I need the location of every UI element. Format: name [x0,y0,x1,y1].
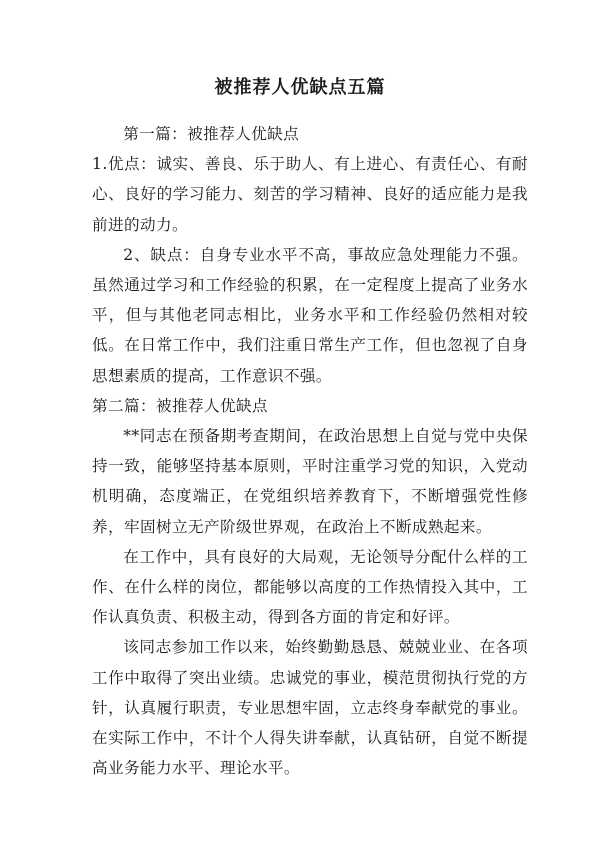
paragraph-performance: 该同志参加工作以来，始终勤勤恳恳、兢兢业业、在各项工作中取得了突出业绩。忠诚党的事业，模范贯彻执行党的方针，认真履行职责，专业思想牢固，立志终身奉献党的事业。在实际工作中，不计个人得失讲奉献，认真钻研，自觉不断提高业务能力水平、理论水平。 [92,638,528,778]
paragraph-work: 在工作中，具有良好的大局观，无论领导分配什么样的工作、在什么样的岗位，都能够以高度的工作热情投入其中，工作认真负责、积极主动，得到各方面的肯定和好评。 [92,547,528,627]
document-body [92,119,528,783]
paragraph-strengths: 1.优点：诚实、善良、乐于助人、有上进心、有责任心、有耐心、良好的学习能力、刻苦的学习精神、良好的适应能力是我前进的动力。 [92,155,528,234]
paragraph-weaknesses: 2、缺点：自身专业水平不高，事故应急处理能力不强。虽然通过学习和工作经验的积累，在一定程度上提高了业务水平，但与其他老同志相比，业务水平和工作经验仍然相对较低。在日常工作中，我们注重日常生产工作，但也忽视了自身思想素质的提高，工作意识不强。 [92,245,528,385]
section-heading-1: 第一篇：被推荐人优缺点 [123,125,300,143]
document-title: 被推荐人优缺点五篇 [214,77,386,98]
paragraph-political: **同志在预备期考查期间，在政治思想上自觉与党中央保持一致，能够坚持基本原则，平时注重学习党的知识，入党动机明确，态度端正，在党组织培养教育下，不断增强党性修养，牢固树立无产阶级世界观，在政治上不断成熟起来。 [92,427,528,536]
section-heading-2: 第二篇：被推荐人优缺点 [92,396,268,415]
